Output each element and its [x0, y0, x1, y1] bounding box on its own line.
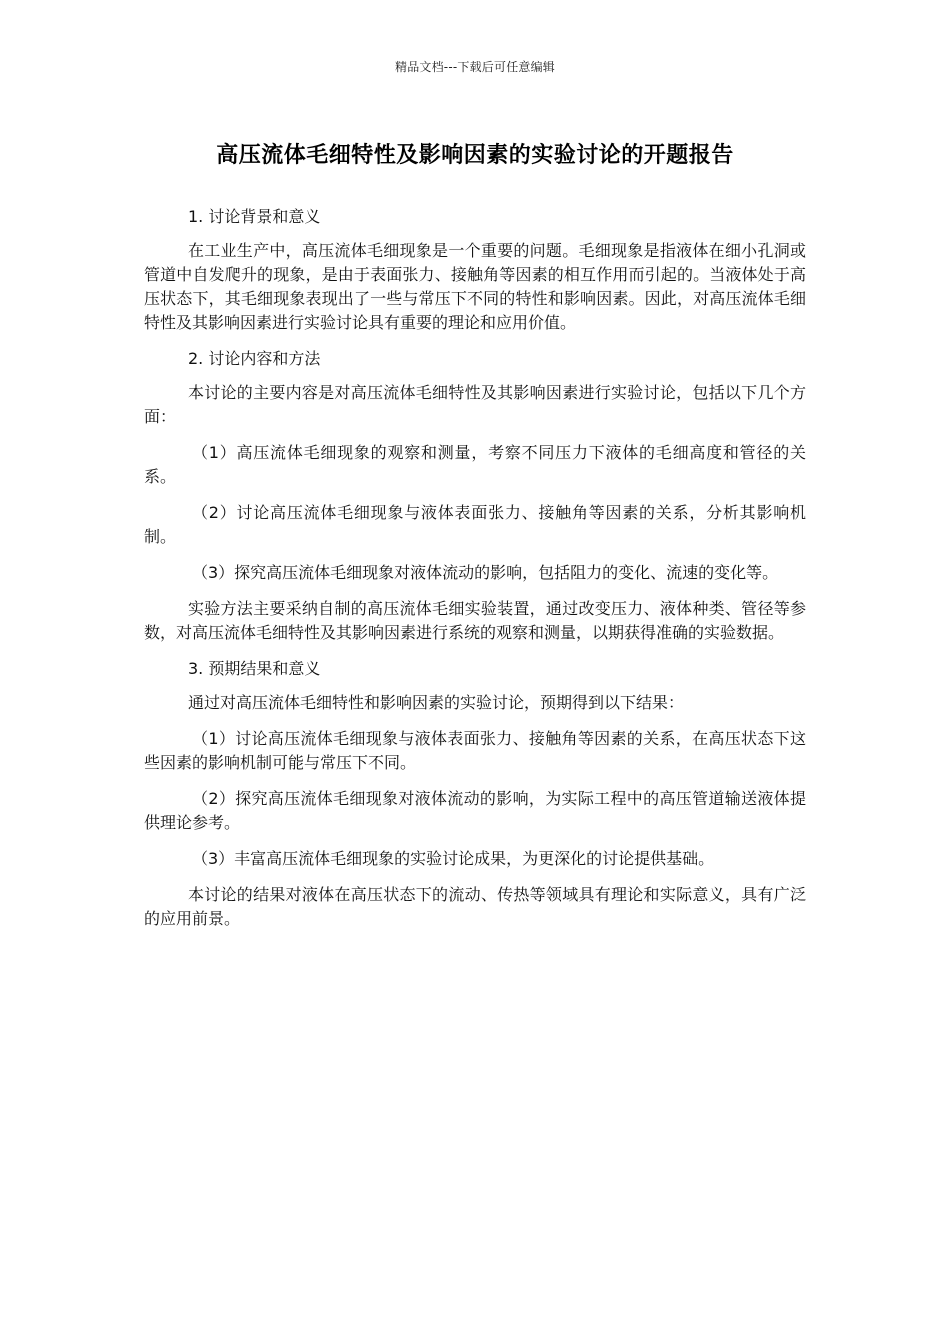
header-note: 精品文档---下载后可任意编辑	[395, 60, 555, 74]
section-3-intro: 通过对高压流体毛细特性和影响因素的实验讨论，预期得到以下结果：	[188, 693, 685, 712]
section-1-heading: 1. 讨论背景和意义	[188, 207, 321, 226]
section-3-item-1: （1）讨论高压流体毛细现象与液体表面张力、接触角等因素的关系，在高压状态下这些因素的影响机制可能与常压下不同。	[144, 729, 806, 772]
section-3-item-3: （3）丰富高压流体毛细现象的实验讨论成果，为更深化的讨论提供基础。	[192, 849, 715, 868]
document-title: 高压流体毛细特性及影响因素的实验讨论的开题报告	[216, 143, 734, 168]
section-3-heading: 3. 预期结果和意义	[188, 659, 321, 678]
section-1-paragraph: 在工业生产中，高压流体毛细现象是一个重要的问题。毛细现象是指液体在细小孔洞或管道中自发爬升的现象，是由于表面张力、接触角等因素的相互作用而引起的。当液体处于高压状态下，其毛细现象表现出了一些与常压下不同的特性和影响因素。因此，对高压流体毛细特性及其影响因素进行实验讨论具有重要的理论和应用价值。	[144, 241, 806, 332]
section-2-method: 实验方法主要采纳自制的高压流体毛细实验装置，通过改变压力、液体种类、管径等参数，对高压流体毛细特性及其影响因素进行系统的观察和测量，以期获得准确的实验数据。	[144, 599, 806, 642]
document-body	[144, 205, 806, 943]
section-2-item-1: （1）高压流体毛细现象的观察和测量，考察不同压力下液体的毛细高度和管径的关系。	[144, 443, 806, 486]
section-3-conclusion: 本讨论的结果对液体在高压状态下的流动、传热等领域具有理论和实际意义，具有广泛的应用前景。	[144, 885, 806, 928]
section-3-item-2: （2）探究高压流体毛细现象对液体流动的影响，为实际工程中的高压管道输送液体提供理论参考。	[144, 789, 806, 832]
section-2-heading: 2. 讨论内容和方法	[188, 349, 321, 368]
section-2-item-2: （2）讨论高压流体毛细现象与液体表面张力、接触角等因素的关系，分析其影响机制。	[144, 503, 806, 546]
section-2-item-3: （3）探究高压流体毛细现象对液体流动的影响，包括阻力的变化、流速的变化等。	[192, 563, 779, 582]
section-2-intro: 本讨论的主要内容是对高压流体毛细特性及其影响因素进行实验讨论，包括以下几个方面：	[144, 383, 806, 426]
